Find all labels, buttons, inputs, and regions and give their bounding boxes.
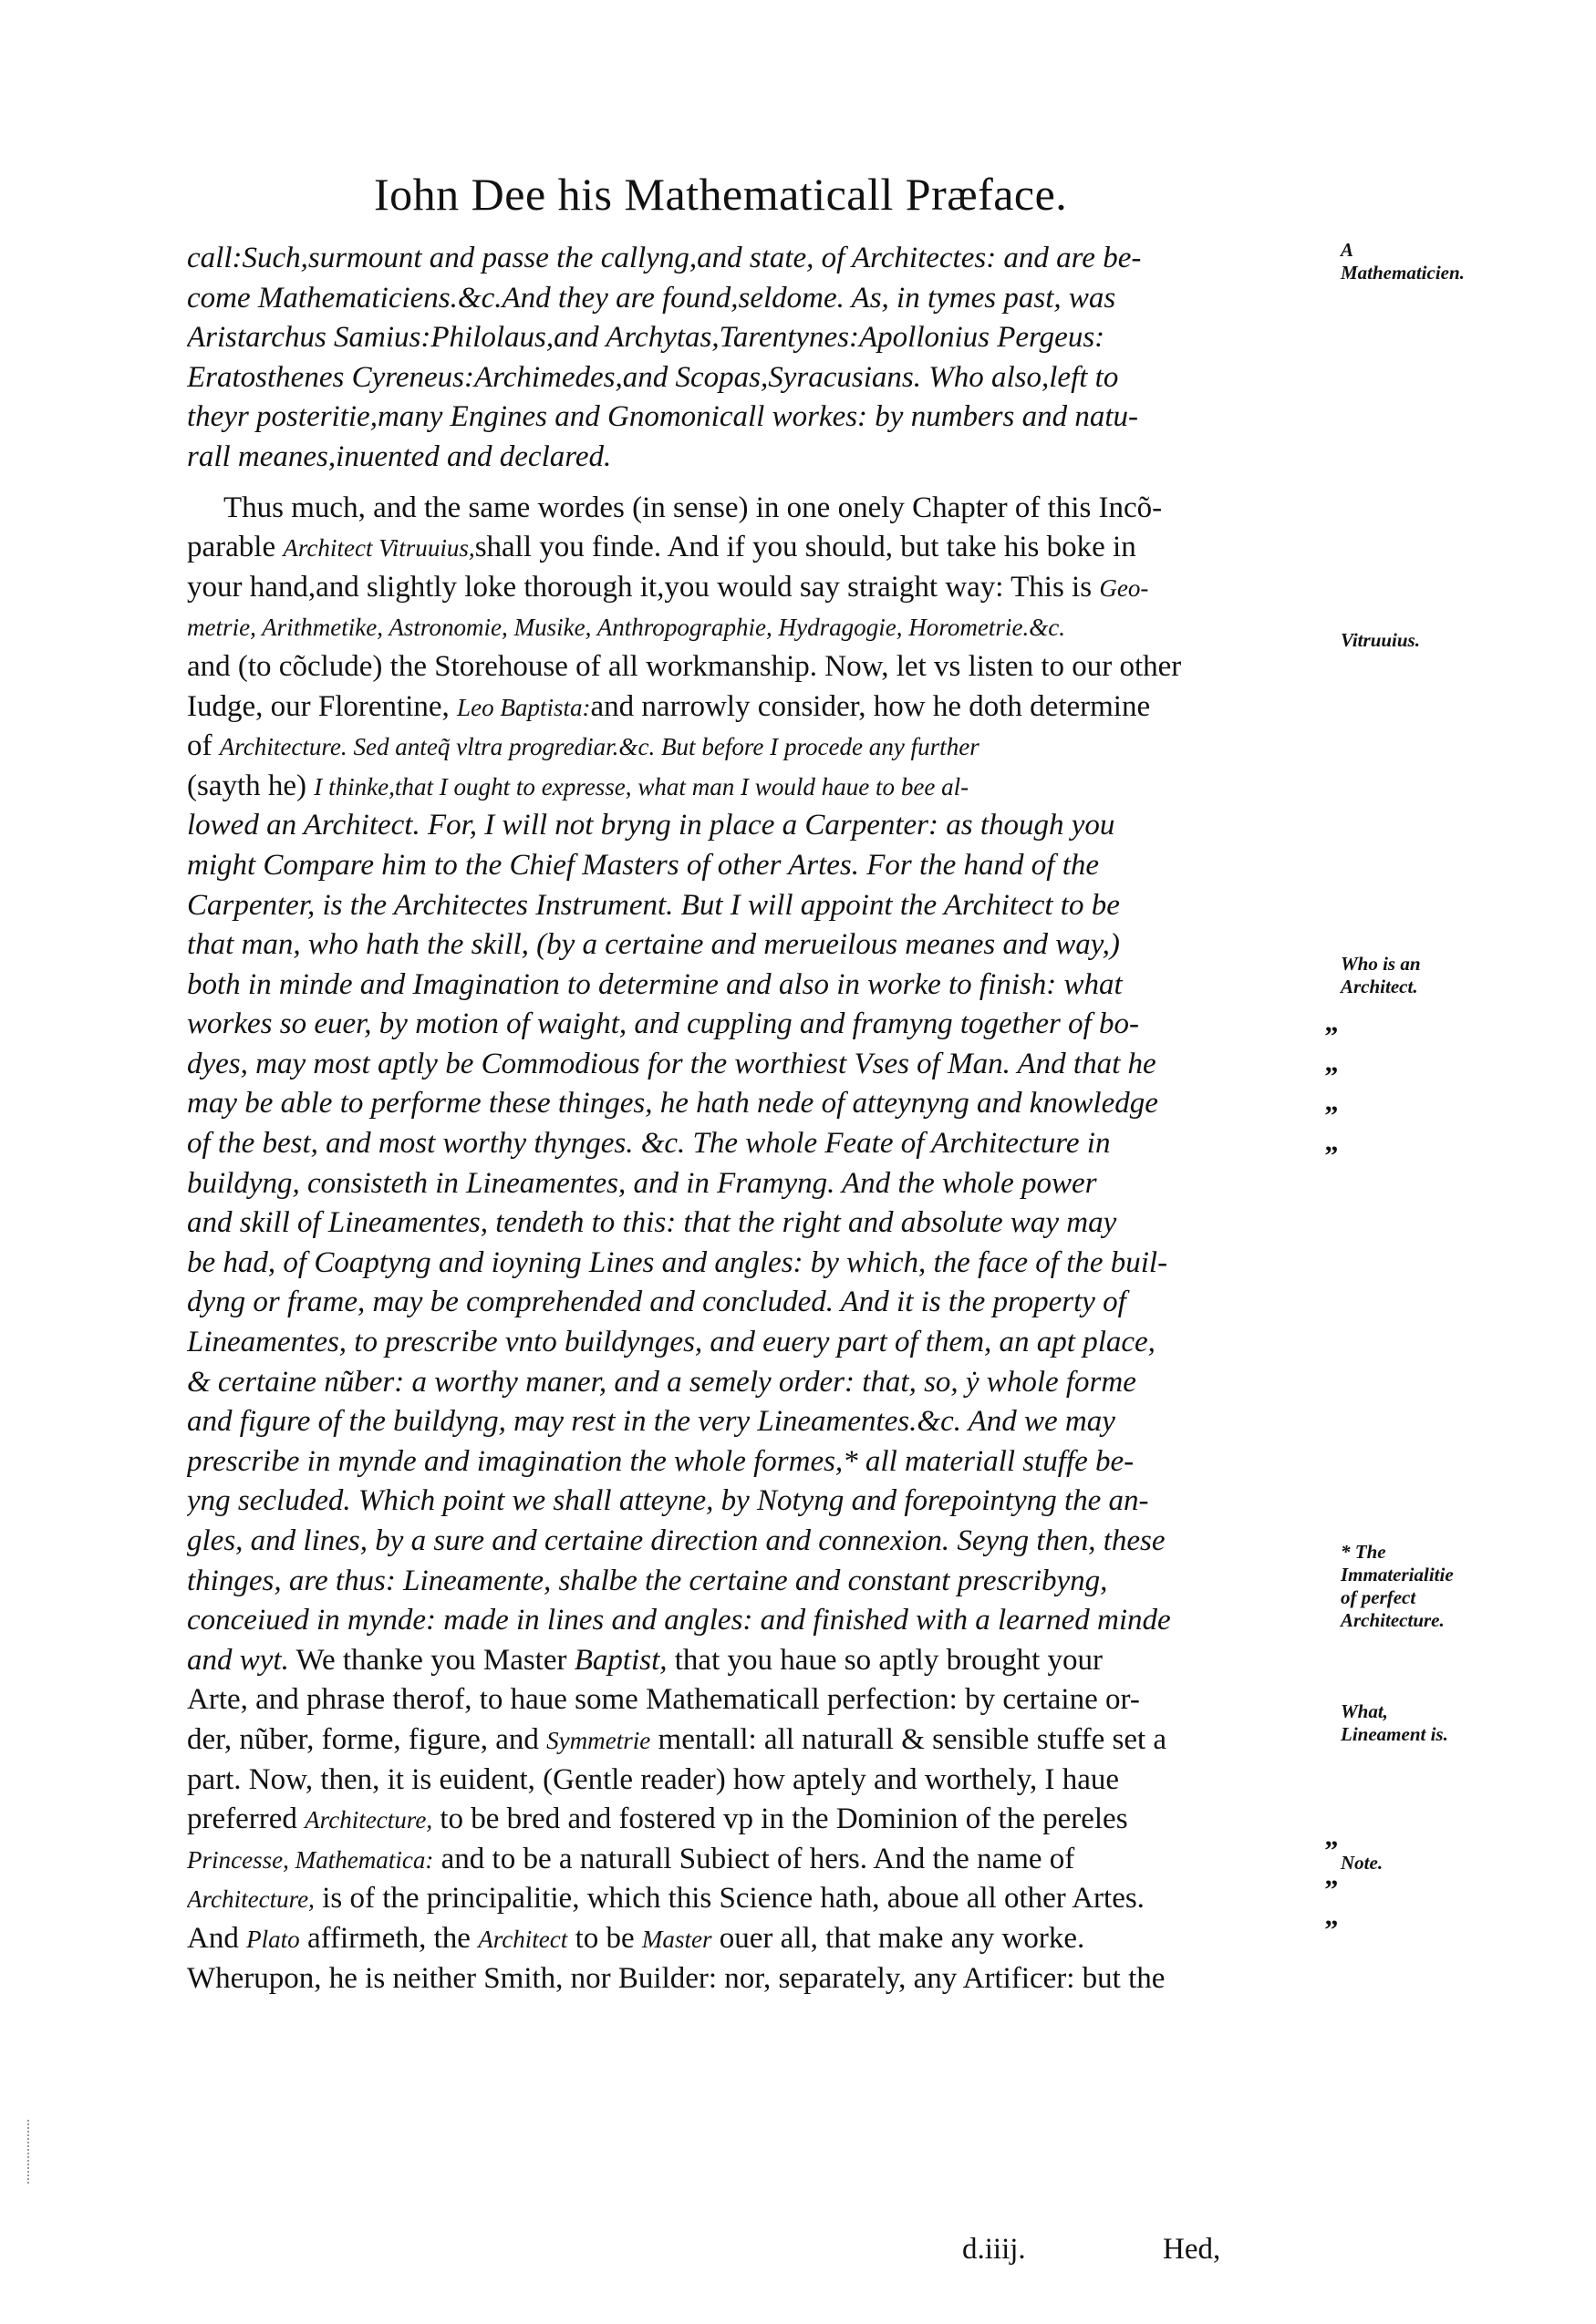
text-line: & certaine nũber: a worthy maner, and a semely order: that, so, ẏ whole forme xyxy=(187,1365,1136,1399)
text-line xyxy=(187,727,1327,767)
margin-note-what-lineament: What, Lineament is. xyxy=(1341,1700,1448,1745)
italic-segment: But before I procede any further xyxy=(655,733,979,761)
paragraph-2-roman-lines xyxy=(187,489,1327,807)
roman-segment: is of the principalitie, which this Science hath, aboue all other Artes. xyxy=(314,1882,1145,1916)
roman-segment: mentall: all naturall & sensible stuffe set a xyxy=(650,1722,1167,1756)
italic-segment: Leo Baptista: xyxy=(457,693,591,721)
margin-note-note: Note. xyxy=(1341,1852,1384,1874)
quote-mark: „ xyxy=(1324,1007,1339,1038)
text-line: Lineamentes, to prescribe vnto buildynges, and euery part of them, an apt place, xyxy=(187,1326,1156,1359)
paragraph-2-italic-lines xyxy=(187,806,1327,1640)
text-line xyxy=(187,1879,1327,1919)
italic-segment: I thinke,that I ought to expresse, what man I would haue to bee al- xyxy=(314,772,969,800)
roman-segment: and to be a naturall Subiect of hers. And the name of xyxy=(433,1842,1075,1875)
roman-segment: Thus much, and the same wordes (in sense) in one onely Chapter of this Incõ- xyxy=(223,491,1163,524)
italic-segment: Symmetrie xyxy=(546,1726,651,1754)
text-line xyxy=(187,1641,1327,1681)
paragraph-2-closing-lines xyxy=(187,1680,1327,1999)
text-line: Aristarchus Samius:Philolaus,and Archytas,Tarentynes:Apollonius Pergeus: xyxy=(187,321,1105,355)
roman-segment: Iudge, our Florentine, xyxy=(187,689,458,723)
roman-segment: part. Now, then, it is euident, (Gentle reader) how aptely and worthely, I haue xyxy=(187,1762,1120,1796)
text-line: thinges, are thus: Lineamente, shalbe the certaine and constant prescribyng, xyxy=(187,1564,1108,1597)
roman-segment: affirmeth, the xyxy=(299,1921,479,1955)
italic-segment: Architecture. Sed anteq̃ vltra progrediar.&c. xyxy=(219,733,656,761)
text-line: theyr posteritie,many Engines and Gnomonicall workes: by numbers and natu- xyxy=(187,400,1139,434)
margin-note-mathematicien: A Mathematicien. xyxy=(1341,239,1465,284)
text-line xyxy=(187,1761,1327,1801)
running-head: Iohn Dee his Mathematicall Præface. xyxy=(374,169,1068,220)
text-line: dyng or frame, may be comprehended and concluded. And it is the property of xyxy=(187,1286,1126,1319)
text-line xyxy=(187,568,1327,608)
roman-segment: ouer all, that make any worke. xyxy=(711,1921,1085,1955)
text-line: might Compare him to the Chief Masters of other Artes. For the hand of the xyxy=(187,848,1100,882)
text-line: may be able to performe these thinges, he hath nede of atteynyng and knowledge xyxy=(187,1087,1158,1121)
roman-segment: (sayth he) xyxy=(187,769,315,802)
text-line: Eratosthenes Cyreneus:Archimedes,and Scopas,Syracusians. Who also,left to xyxy=(187,360,1119,394)
page-footer xyxy=(962,2229,1345,2269)
roman-segment: And xyxy=(187,1921,247,1955)
quote-mark: „ xyxy=(1324,1822,1339,1852)
roman-segment: to be bred and fostered vp in the Dominion of the pereles xyxy=(432,1802,1128,1836)
italic-segment: Architecture, xyxy=(187,1885,315,1914)
text-line: lowed an Architect. For, I will not bryng in place a Carpenter: as though you xyxy=(187,809,1115,842)
roman-segment: Wherupon, he is neither Smith, nor Builder: nor, separately, any Artificer: but the xyxy=(187,1961,1166,1995)
roman-segment: der, nũber, forme, figure, and xyxy=(187,1722,547,1756)
text-line xyxy=(187,1919,1327,1959)
paragraph-1 xyxy=(187,239,1327,478)
text-line: rall meanes,inuented and declared. xyxy=(187,439,612,473)
text-line xyxy=(187,1680,1327,1720)
text-line: of the best, and most worthy thynges. &c. The whole Feate of Architecture in xyxy=(187,1127,1111,1161)
text-line: that man, who hath the skill, (by a certaine and merueilous meanes and way,) xyxy=(187,928,1120,962)
text-line: prescribe in mynde and imagination the whole formes,* all materiall stuffe be- xyxy=(187,1444,1135,1478)
italic-segment: metrie, Arithmetike, Astronomie, Musike, Anthropographie, Hydragogie, Horometrie.&c. xyxy=(187,614,1066,642)
roman-segment: your hand,and slightly loke thorough it,you would say straight way: This is xyxy=(187,570,1100,604)
text-line xyxy=(187,647,1327,687)
text-line: both in minde and Imagination to determine and also in worke to finish: what xyxy=(187,967,1123,1001)
text-line: workes so euer, by motion of waight, and cuppling and framyng together of bo- xyxy=(187,1007,1139,1041)
text-line xyxy=(187,607,1327,647)
italic-segment: Architect Vitruuius, xyxy=(283,534,475,563)
quote-mark: „ xyxy=(1324,1127,1339,1157)
margin-note-vitruuius: Vitruuius. xyxy=(1341,629,1420,651)
italic-segment: Princesse, Mathematica: xyxy=(187,1845,434,1874)
text-line xyxy=(187,1800,1327,1840)
gutter-dots xyxy=(27,2120,31,2184)
roman-segment: and narrowly consider, how he doth determine xyxy=(590,689,1151,723)
italic-segment: Architecture, xyxy=(305,1806,433,1834)
text-line xyxy=(187,767,1327,807)
quote-mark: „ xyxy=(1324,1048,1339,1078)
roman-segment: We thanke you Master xyxy=(288,1643,575,1677)
text-line: call:Such,surmount and passe the callyng,and state, of Architectes: and are be- xyxy=(187,242,1142,274)
text-line: conceiued in mynde: made in lines and angles: and finished with a learned minde xyxy=(187,1604,1171,1637)
text-line xyxy=(187,1840,1327,1880)
italic-segment: and wyt. xyxy=(187,1643,289,1677)
text-line xyxy=(187,528,1327,568)
text-line: Carpenter, is the Architectes Instrument. But I will appoint the Architect to be xyxy=(187,888,1120,922)
paragraph-2 xyxy=(187,489,1327,1999)
signature-mark: d.iiij. xyxy=(962,2233,1026,2266)
text-line: and skill of Lineamentes, tendeth to this: that the right and absolute way may xyxy=(187,1206,1117,1240)
margin-note-who-architect: Who is an Architect. xyxy=(1341,953,1421,997)
text-line: buildyng, consisteth in Lineamentes, and in Framyng. And the whole power xyxy=(187,1166,1097,1200)
roman-segment: shall you finde. And if you should, but take his boke in xyxy=(474,531,1136,564)
roman-segment: Arte, and phrase therof, to haue some Mathematicall perfection: by certaine or- xyxy=(187,1683,1140,1717)
text-line xyxy=(187,489,1327,529)
italic-segment: Plato xyxy=(246,1925,300,1953)
text-line xyxy=(187,1959,1327,1999)
text-line: come Mathematiciens.&c.And they are found,seldome. As, in tymes past, was xyxy=(187,281,1116,315)
italic-segment: Architect xyxy=(478,1925,568,1953)
catchword: Hed, xyxy=(1163,2233,1221,2266)
text-line: dyes, may most aptly be Commodious for the worthiest Vses of Man. And that he xyxy=(187,1047,1156,1080)
quote-mark: „ xyxy=(1324,1087,1339,1117)
body-text xyxy=(187,239,1327,1999)
paragraph-2-mixed-line xyxy=(187,1641,1327,1681)
quote-mark: „ xyxy=(1324,1901,1339,1931)
roman-segment: of xyxy=(187,729,220,763)
roman-segment: parable xyxy=(187,531,284,564)
roman-segment: to be xyxy=(567,1921,642,1955)
quote-mark: „ xyxy=(1324,1861,1339,1891)
text-line xyxy=(187,1720,1327,1761)
roman-segment: and (to cõclude) the Storehouse of all workmanship. Now, let vs listen to our other xyxy=(187,649,1182,683)
italic-segment: Baptist, xyxy=(574,1643,668,1677)
text-line: yng secluded. Which point we shall atteyne, by Notyng and forepointyng the an- xyxy=(187,1484,1149,1518)
text-line: gles, and lines, by a sure and certaine direction and connexion. Seyng then, these xyxy=(187,1524,1166,1557)
roman-segment: preferred xyxy=(187,1802,306,1836)
italic-segment: Master xyxy=(641,1925,712,1953)
margin-note-immaterialitie: * The Immaterialitie of perfect Architecture. xyxy=(1341,1541,1454,1631)
paragraph-gap xyxy=(187,478,1327,489)
italic-segment: Geo- xyxy=(1099,573,1149,602)
text-line: and figure of the buildyng, may rest in the very Lineamentes.&c. And we may xyxy=(187,1405,1115,1439)
text-line xyxy=(187,687,1327,728)
text-line: be had, of Coaptyng and ioyning Lines and angles: by which, the face of the buil- xyxy=(187,1245,1168,1279)
roman-segment: that you haue so aptly brought your xyxy=(667,1643,1104,1677)
